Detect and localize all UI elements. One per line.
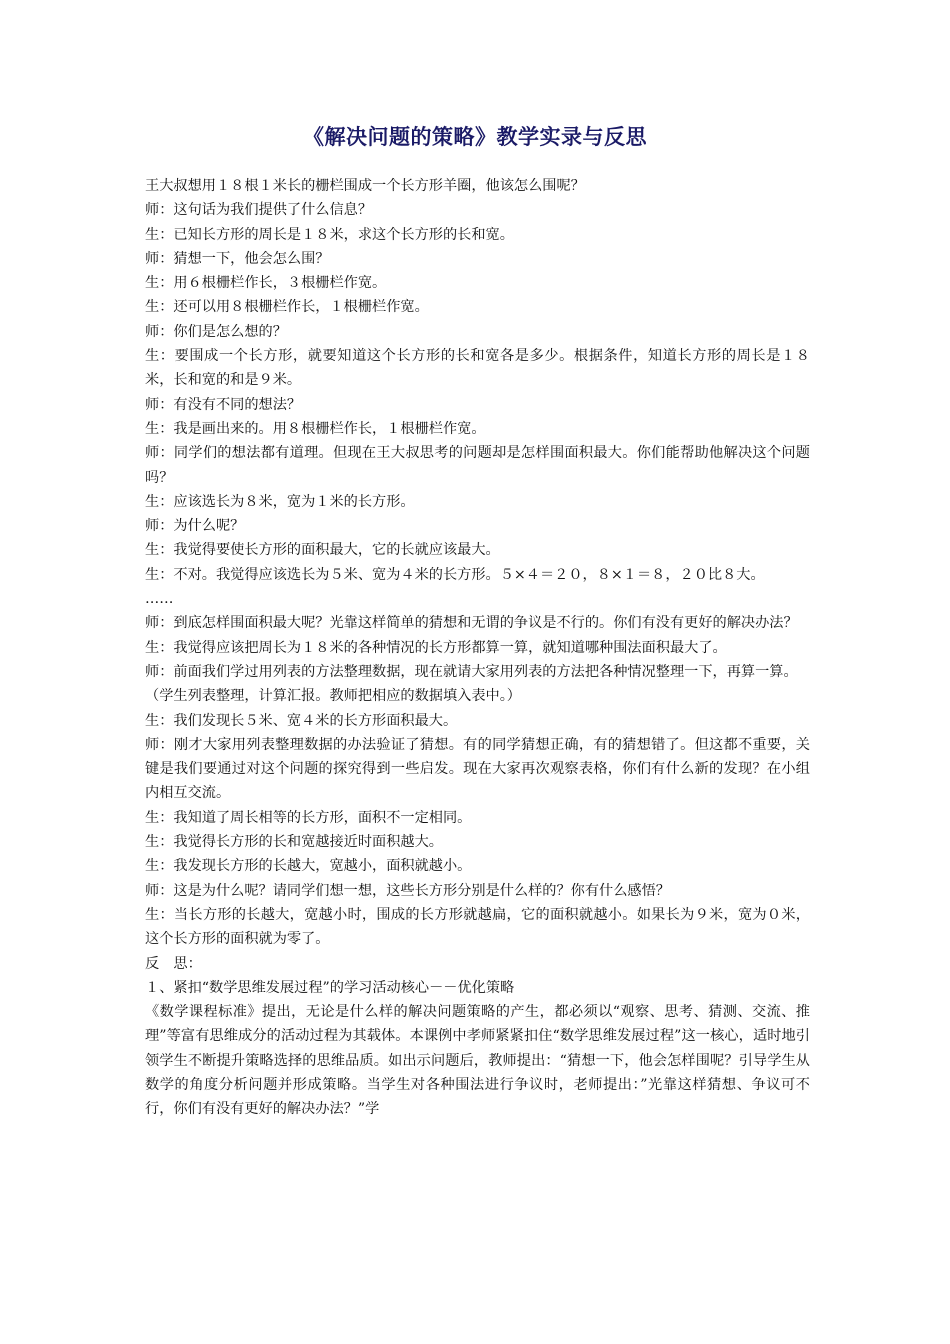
paragraph: 师：有没有不同的想法？	[145, 396, 302, 413]
paragraph: 师：你们是怎么想的？	[145, 323, 287, 340]
paragraph: 师：刚才大家用列表整理数据的办法验证了猜想。有的同学猜想正确，有的猜想错了。但这都不重要，关键是我们要通过对这个问题的探究得到一些启发。现在大家再次观察表格，你们有什么新的发现？在小组内相互交流。	[145, 736, 810, 802]
paragraph: 师：前面我们学过用列表的方法整理数据，现在就请大家用列表的方法把各种情况整理一下，再算一算。	[145, 663, 798, 680]
paragraph: 《数学课程标准》提出，无论是什么样的解决问题策略的产生，都必须以“观察、思考、猜测、交流、推理”等富有思维成分的活动过程为其载体。本课例中孝师紧紧扣住“数学思维发展过程”这一核心，适时地引领学生不断提升策略选择的思维品质。如出示问题后，教师提出：“猜想一下，他会怎样围呢？引导学生从数学的角度分析问题并形成策略。当学生对各种围法进行争议时，老师提出：”光靠这样猜想、争议可不行，你们有没有更好的解决办法？”学	[145, 1004, 810, 1118]
document-body	[145, 174, 810, 1122]
paragraph: 生：我觉得应该把周长为１８米的各种情况的长方形都算一算，就知道哪种围法面积最大了。	[145, 639, 727, 656]
paragraph: 师：到底怎样围面积最大呢？光靠这样简单的猜想和无谓的争议是不行的。你们有没有更好的解决办法？	[145, 615, 798, 632]
paragraph: 生：用６根栅栏作长，３根栅栏作宽。	[145, 275, 387, 292]
reflection-heading: 反 思：	[145, 955, 202, 972]
paragraph: 生：我发现长方形的长越大，宽越小，面积就越小。	[145, 858, 472, 875]
paragraph: 生：不对。我觉得应该选长为５米、宽为４米的长方形。５×４＝２０，８×１＝８，２０比８大。	[145, 566, 765, 583]
paragraph: 师：这是为什么呢？请同学们想一想，这些长方形分别是什么样的？你有什么感悟？	[145, 882, 670, 899]
paragraph: 生：我觉得长方形的长和宽越接近时面积越大。	[145, 834, 443, 851]
paragraph: 生：要围成一个长方形，就要知道这个长方形的长和宽各是多少。根据条件，知道长方形的周长是１８米，长和宽的和是９米。	[145, 348, 810, 389]
ellipsis-line: ……	[145, 591, 174, 608]
paragraph: （学生列表整理，计算汇报。教师把相应的数据填入表中。）	[145, 688, 521, 705]
paragraph: 王大叔想用１８根１米长的栅栏围成一个长方形羊圈，他该怎么围呢？	[145, 178, 585, 194]
paragraph: 生：当长方形的长越大，宽越小时，围成的长方形就越扁，它的面积就越小。如果长为９米，宽为０米，这个长方形的面积就为零了。	[145, 906, 810, 948]
paragraph: 师：同学们的想法都有道理。但现在王大叔思考的问题却是怎样围面积最大。你们能帮助他解决这个问题吗？	[145, 445, 810, 486]
reflection-subheading: １、紧扣“数学思维发展过程”的学习活动核心－－优化策略	[145, 979, 515, 996]
paragraph: 生：我是画出来的。用８根栅栏作长，１根栅栏作宽。	[145, 420, 486, 437]
paragraph: 生：还可以用８根栅栏作长，１根栅栏作宽。	[145, 299, 429, 316]
paragraph: 生：我们发现长５米、宽４米的长方形面积最大。	[145, 712, 458, 729]
page-title: 《解决问题的策略》教学实录与反思	[303, 125, 647, 149]
paragraph: 师：猜想一下，他会怎么围？	[145, 250, 330, 267]
paragraph: 师：为什么呢？	[145, 518, 245, 535]
paragraph: 生：我觉得要使长方形的面积最大，它的长就应该最大。	[145, 542, 500, 559]
paragraph: 生：已知长方形的周长是１８米，求这个长方形的长和宽。	[145, 226, 514, 243]
paragraph: 生：我知道了周长相等的长方形，面积不一定相同。	[145, 809, 472, 826]
paragraph: 师：这句话为我们提供了什么信息？	[145, 202, 373, 219]
paragraph: 生：应该选长为８米，宽为１米的长方形。	[145, 493, 415, 510]
